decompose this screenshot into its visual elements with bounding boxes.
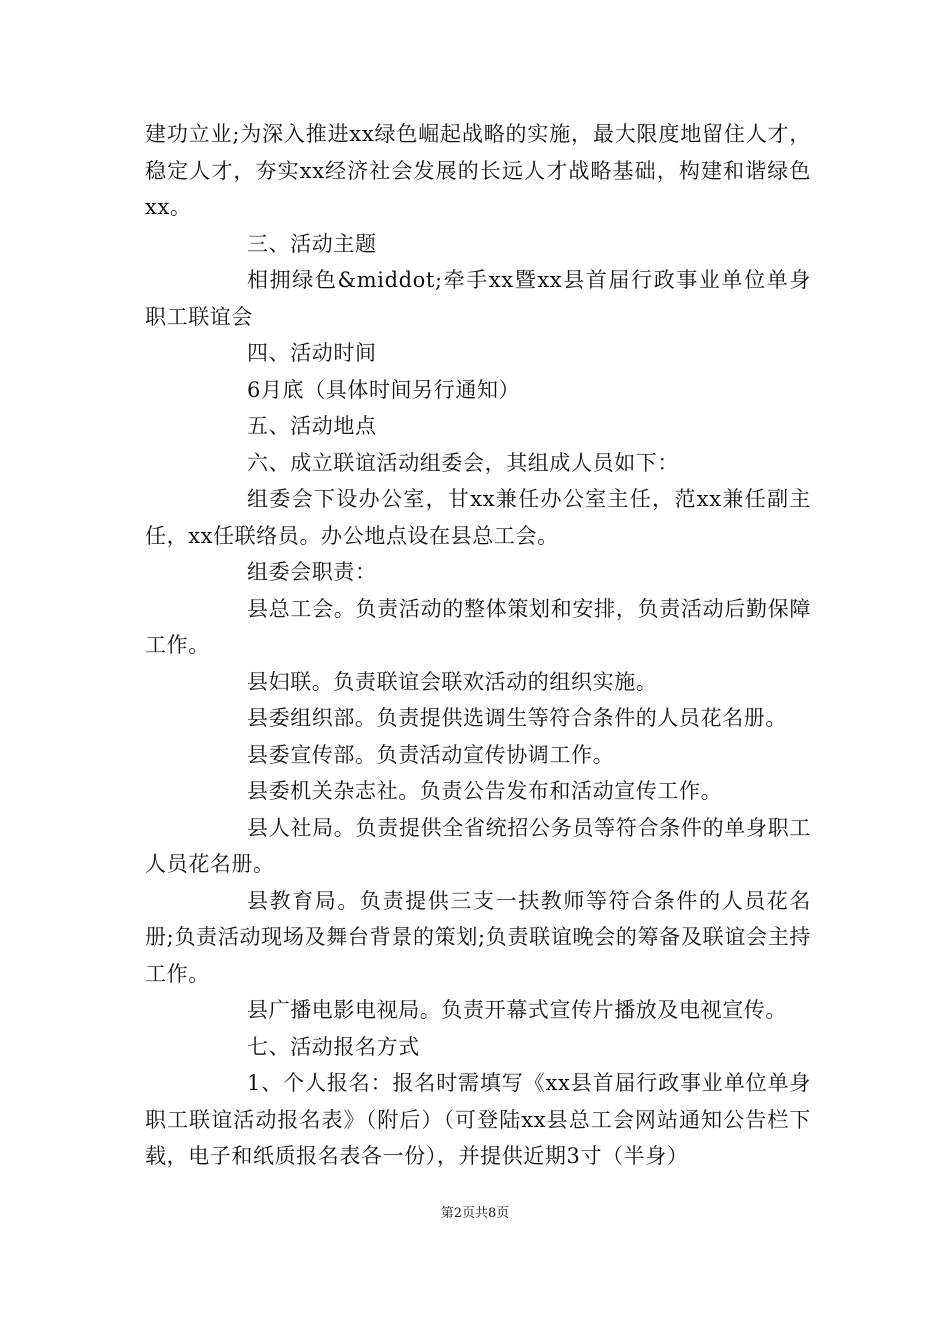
section-heading-theme: 三、活动主题 [247, 231, 377, 256]
section-heading-committee: 六、成立联谊活动组委会，其组成人员如下： [247, 450, 679, 475]
section-heading-registration: 七、活动报名方式 [247, 1034, 420, 1059]
paragraph-time: 6月底（具体时间另行通知） [247, 377, 521, 402]
paragraph-duty-union: 县总工会。负责活动的整体策划和安排，负责活动后勤保障工作。 [145, 596, 811, 657]
page-footer [0, 1204, 950, 1224]
paragraph-duty-propaganda-dept: 县委宣传部。负责活动宣传协调工作。 [247, 742, 615, 767]
paragraph-duty-women-federation: 县妇联。负责联谊会联欢活动的组织实施。 [247, 669, 658, 694]
paragraph-duty-broadcast-bureau: 县广播电影电视局。负责开幕式宣传片播放及电视宣传。 [247, 998, 787, 1022]
paragraph-duty-magazine: 县委机关杂志社。负责公告发布和活动宣传工作。 [247, 779, 723, 803]
paragraph-continuation: 建功立业;为深入推进xx绿色崛起战略的实施，最大限度地留住人才，稳定人才，夯实xx经济社会发展的长远人才战略基础，构建和谐绿色xx。 [145, 122, 811, 219]
paragraph-duty-hr-bureau: 县人社局。负责提供全省统招公务员等符合条件的单身职工人员花名册。 [145, 815, 811, 876]
section-heading-time: 四、活动时间 [247, 341, 377, 365]
page-number: 第2页共8页 [440, 1206, 510, 1221]
paragraph-committee-office: 组委会下设办公室，甘xx兼任办公室主任，范xx兼任副主任，xx任联络员。办公地点设在县总工会。 [145, 487, 811, 548]
paragraph-registration-individual: 1、个人报名：报名时需填写《xx县首届行政事业单位单身职工联谊活动报名表》（附后）（可登陆xx县总工会网站通知公告栏下载，电子和纸质报名表各一份），并提供近期3寸（半身） [145, 1071, 811, 1168]
paragraph-committee-duties: 组委会职责： [247, 560, 377, 584]
paragraph-duty-organization-dept: 县委组织部。负责提供选调生等符合条件的人员花名册。 [247, 706, 787, 730]
paragraph-duty-education-bureau: 县教育局。负责提供三支一扶教师等符合条件的人员花名册;负责活动现场及舞台背景的策划;负责联谊晚会的筹备及联谊会主持工作。 [145, 888, 811, 986]
document-body [145, 116, 811, 1175]
paragraph-theme: 相拥绿色&middot;牵手xx暨xx县首届行政事业单位单身职工联谊会 [145, 268, 811, 329]
section-heading-location: 五、活动地点 [247, 414, 377, 438]
